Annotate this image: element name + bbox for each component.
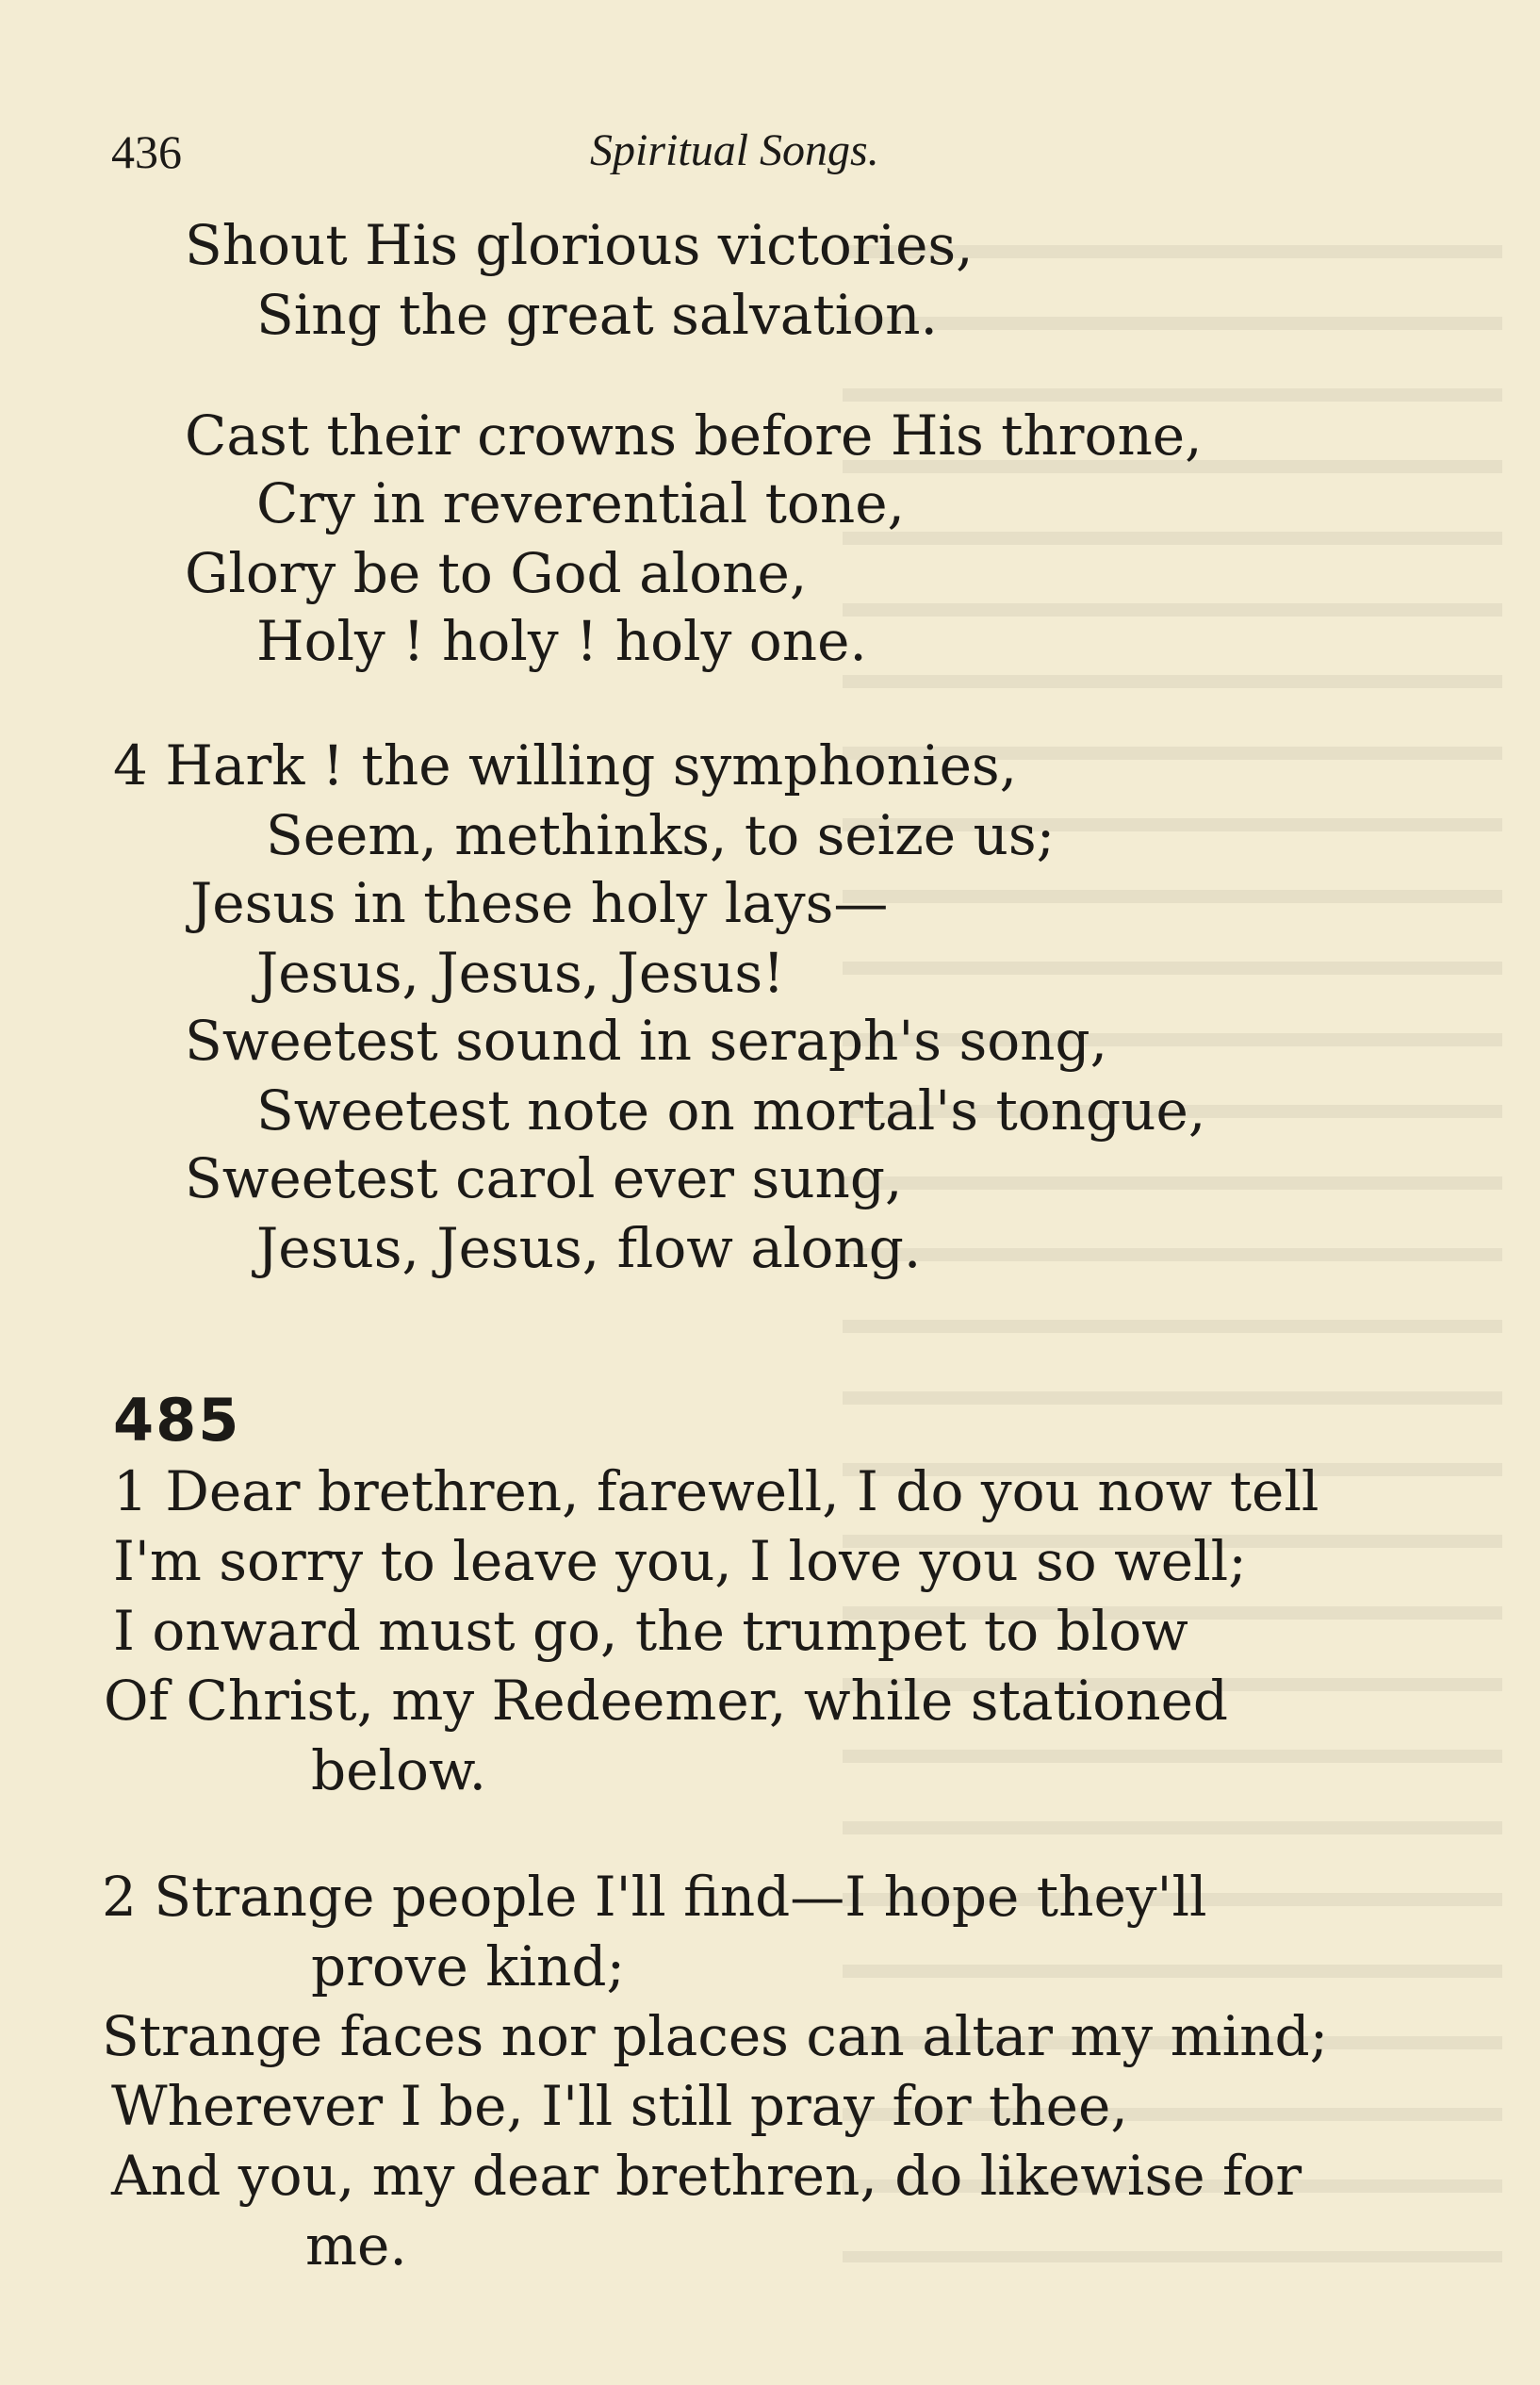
verse-line: Jesus, Jesus, flow along.: [256, 1216, 922, 1280]
verse-line: Sweetest carol ever sung,: [185, 1146, 903, 1210]
verse-line: below.: [311, 1738, 487, 1802]
verse-line: Cast their crowns before His throne,: [185, 403, 1203, 468]
verse-line: 2 Strange people I'll find—I hope they'll: [102, 1865, 1207, 1929]
page-header: [111, 124, 1468, 190]
verse-line: Shout His glorious victories,: [185, 213, 974, 277]
verse-line: prove kind;: [311, 1934, 626, 1998]
show-through-text: [843, 189, 1502, 2262]
page-number: 436: [111, 125, 182, 178]
verse-line: Seem, methinks, to seize us;: [266, 803, 1056, 867]
verse-line: Strange faces nor places can altar my mind;: [102, 2004, 1329, 2068]
hymn-number: 485: [113, 1386, 241, 1455]
verse-line: 1 Dear brethren, farewell, I do you now tell: [113, 1459, 1319, 1523]
verse-line: Sweetest note on mortal's tongue,: [256, 1078, 1206, 1143]
verse-line: Of Christ, my Redeemer, while stationed: [104, 1669, 1229, 1733]
verse-line: Jesus, Jesus, Jesus!: [256, 941, 785, 1005]
verse-line: Glory be to God alone,: [185, 541, 808, 605]
verse-line: Sweetest sound in seraph's song,: [185, 1009, 1108, 1073]
verse-line: Sing the great salvation.: [256, 283, 938, 347]
verse-line: Wherever I be, I'll still pray for thee,: [111, 2074, 1128, 2138]
verse-line: I'm sorry to leave you, I love you so well;: [113, 1529, 1247, 1593]
verse-line: I onward must go, the trumpet to blow: [113, 1599, 1188, 1663]
verse-line: Jesus in these holy lays—: [190, 871, 889, 935]
verse-line: 4 Hark ! the willing symphonies,: [113, 733, 1018, 798]
verse-line: me.: [305, 2213, 407, 2278]
verse-line: Cry in reverential tone,: [256, 471, 905, 535]
verse-line: Holy ! holy ! holy one.: [256, 609, 867, 673]
running-head: Spiritual Songs.: [590, 125, 879, 175]
verse-line: And you, my dear brethren, do likewise for: [111, 2144, 1302, 2208]
